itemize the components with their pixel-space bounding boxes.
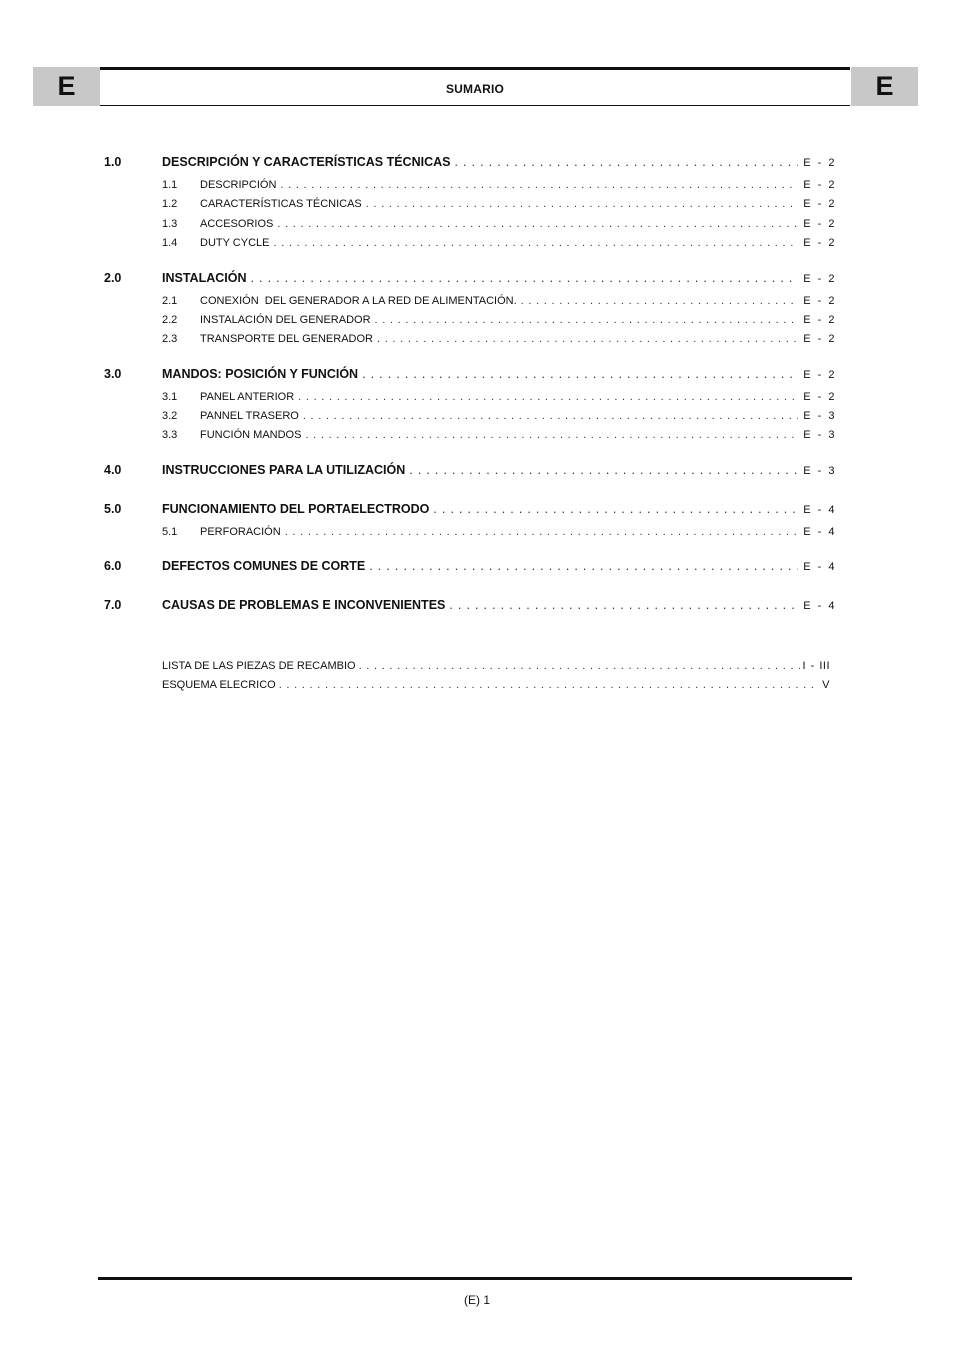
toc-entry-sub[interactable] xyxy=(104,218,836,236)
section-tab-left: E xyxy=(33,67,100,106)
dot-leader xyxy=(277,218,798,230)
toc-entry-main[interactable] xyxy=(104,155,836,173)
toc-title: PANEL ANTERIOR xyxy=(200,391,295,403)
toc-page: E - 2 xyxy=(803,391,836,403)
dot-leader xyxy=(298,391,798,403)
toc-title: DEFECTOS COMUNES DE CORTE xyxy=(162,559,366,573)
toc-entry-sub[interactable] xyxy=(104,198,836,216)
toc-page: E - 3 xyxy=(803,465,836,477)
dot-leader xyxy=(359,660,800,672)
toc-title: INSTRUCCIONES PARA LA UTILIZACIÓN xyxy=(162,463,406,477)
toc-entry-main[interactable] xyxy=(104,271,836,289)
dot-leader xyxy=(377,333,798,345)
toc-entry-sub[interactable] xyxy=(104,391,836,409)
toc-title: INSTALACIÓN DEL GENERADOR xyxy=(200,314,371,326)
toc-number: 3.2 xyxy=(162,410,178,422)
toc-page: E - 3 xyxy=(803,410,836,422)
toc-entry-sub[interactable] xyxy=(104,314,836,332)
toc-number: 1.3 xyxy=(162,218,178,230)
toc-title: FUNCIONAMIENTO DEL PORTAELECTRODO xyxy=(162,502,430,516)
toc-entry-appendix[interactable] xyxy=(162,679,830,697)
dot-leader xyxy=(521,295,799,307)
toc-page: E - 4 xyxy=(803,526,836,538)
toc-title: ESQUEMA ELECRICO xyxy=(162,679,276,691)
toc-page: E - 2 xyxy=(803,198,836,210)
toc-title: PERFORACIÓN xyxy=(200,526,281,538)
toc-entry-main[interactable] xyxy=(104,598,836,616)
toc-entry-sub[interactable] xyxy=(104,429,836,447)
toc-title: CAUSAS DE PROBLEMAS E INCONVENIENTES xyxy=(162,598,446,612)
toc-page: E - 4 xyxy=(803,561,836,573)
header-bar xyxy=(100,67,850,106)
toc-title: ACCESORIOS xyxy=(200,218,274,230)
toc-title: DUTY CYCLE xyxy=(200,237,270,249)
toc-number: 2.1 xyxy=(162,295,178,307)
toc-number: 3.0 xyxy=(104,367,122,381)
toc-entry-sub[interactable] xyxy=(104,295,836,313)
toc-number: 3.1 xyxy=(162,391,178,403)
dot-leader xyxy=(280,179,798,191)
toc-entry-appendix[interactable] xyxy=(162,660,830,678)
dot-leader xyxy=(303,410,798,422)
toc-page: E - 2 xyxy=(803,237,836,249)
toc-entry-sub[interactable] xyxy=(104,179,836,197)
toc-title: TRANSPORTE DEL GENERADOR xyxy=(200,333,373,345)
footer-divider xyxy=(98,1277,852,1280)
toc-number: 7.0 xyxy=(104,598,122,612)
dot-leader xyxy=(449,598,798,612)
toc-entry-sub[interactable] xyxy=(104,237,836,255)
toc-page: E - 2 xyxy=(803,333,836,345)
toc-number: 2.2 xyxy=(162,314,178,326)
dot-leader xyxy=(305,429,798,441)
dot-leader xyxy=(409,463,798,477)
toc-number: 3.3 xyxy=(162,429,178,441)
toc-entry-sub[interactable] xyxy=(104,410,836,428)
toc-page: E - 2 xyxy=(803,157,836,169)
toc-entry-sub[interactable] xyxy=(104,526,836,544)
toc-entry-main[interactable] xyxy=(104,463,836,481)
toc-page: V xyxy=(822,679,830,691)
toc-page: E - 2 xyxy=(803,179,836,191)
toc-number: 1.2 xyxy=(162,198,178,210)
toc-title: DESCRIPCIÓN Y CARACTERÍSTICAS TÉCNICAS xyxy=(162,155,451,169)
toc-number: 6.0 xyxy=(104,559,122,573)
dot-leader xyxy=(433,502,798,516)
toc-title: INSTALACIÓN xyxy=(162,271,247,285)
toc-number: 5.1 xyxy=(162,526,178,538)
dot-leader xyxy=(369,559,798,573)
toc-page: E - 2 xyxy=(803,295,836,307)
toc-title: DESCRIPCIÓN xyxy=(200,179,277,191)
dot-leader xyxy=(279,679,819,691)
toc-entry-sub[interactable] xyxy=(104,333,836,351)
toc-page: E - 3 xyxy=(803,429,836,441)
dot-leader xyxy=(366,198,798,210)
toc-number: 2.0 xyxy=(104,271,122,285)
toc-page: I - III xyxy=(802,660,830,672)
toc-page: E - 2 xyxy=(803,218,836,230)
toc-number: 4.0 xyxy=(104,463,122,477)
toc-number: 1.1 xyxy=(162,179,178,191)
dot-leader xyxy=(251,271,799,285)
page-title: SUMARIO xyxy=(445,82,505,96)
page-number: (E) 1 xyxy=(463,1293,490,1307)
toc-entry-main[interactable] xyxy=(104,367,836,385)
dot-leader xyxy=(375,314,799,326)
toc-page: E - 2 xyxy=(803,273,836,285)
dot-leader xyxy=(285,526,799,538)
toc-number: 5.0 xyxy=(104,502,122,516)
toc-title: CONEXIÓN DEL GENERADOR A LA RED DE ALIMENTACIÓN. xyxy=(200,295,517,307)
toc-title: MANDOS: POSICIÓN Y FUNCIÓN xyxy=(162,367,359,381)
toc-page: E - 4 xyxy=(803,504,836,516)
toc-number: 2.3 xyxy=(162,333,178,345)
dot-leader xyxy=(273,237,798,249)
toc-title: FUNCIÓN MANDOS xyxy=(200,429,302,441)
toc-page: E - 2 xyxy=(803,314,836,326)
toc-title: CARACTERÍSTICAS TÉCNICAS xyxy=(200,198,362,210)
toc-number: 1.4 xyxy=(162,237,178,249)
dot-leader xyxy=(362,367,798,381)
toc-number: 1.0 xyxy=(104,155,122,169)
toc-title: LISTA DE LAS PIEZAS DE RECAMBIO xyxy=(162,660,356,672)
toc-entry-main[interactable] xyxy=(104,559,836,577)
toc-page: E - 4 xyxy=(803,600,836,612)
toc-title: PANNEL TRASERO xyxy=(200,410,299,422)
dot-leader xyxy=(454,155,798,169)
toc-page: E - 2 xyxy=(803,369,836,381)
section-tab-right: E xyxy=(851,67,918,106)
toc-entry-main[interactable] xyxy=(104,502,836,520)
